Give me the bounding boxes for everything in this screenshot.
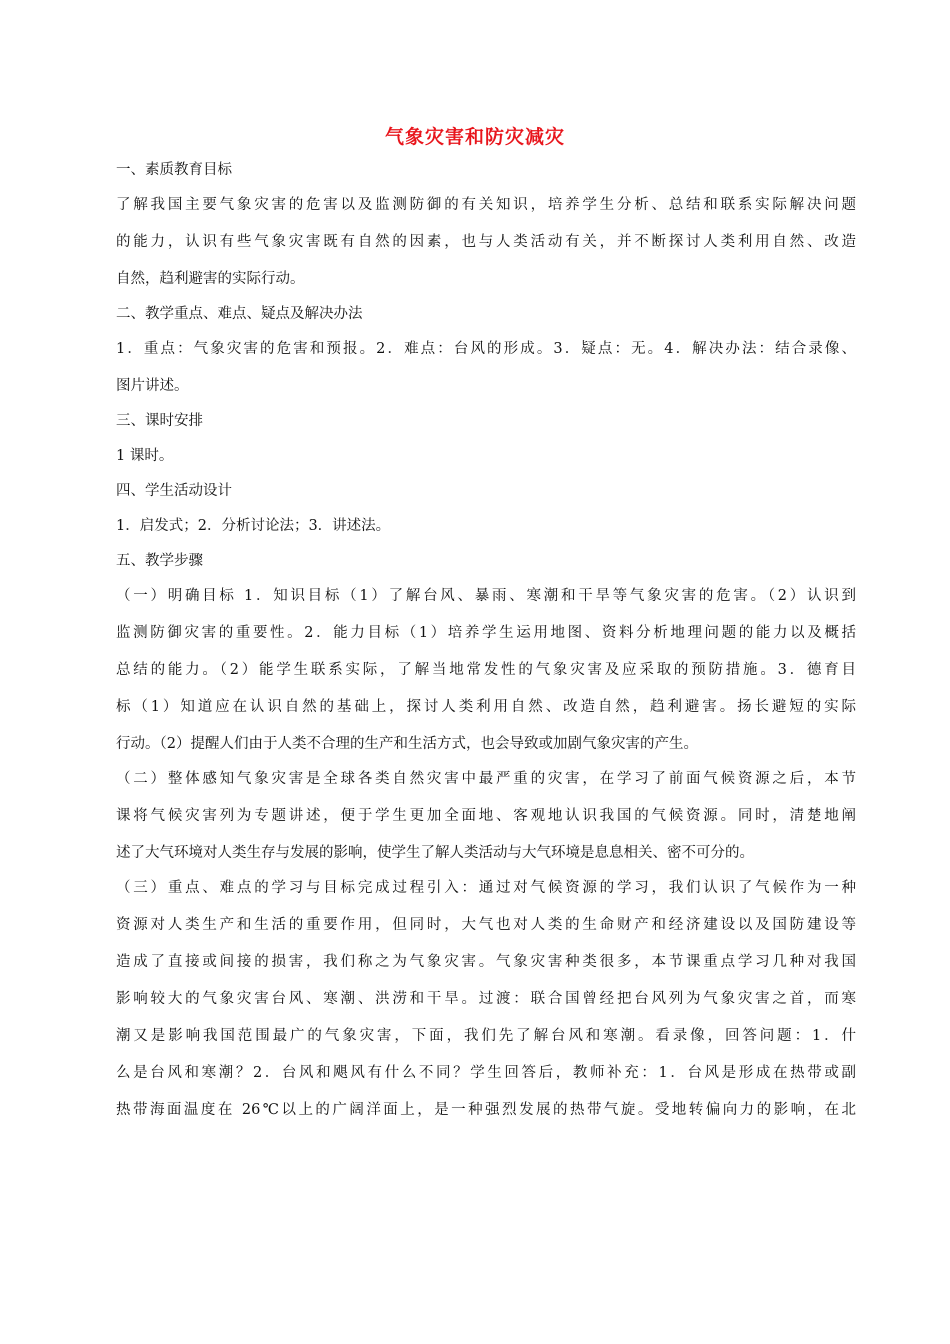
text-line: 造成了直接或间接的损害，我们称之为气象灾害。气象灾害种类很多，本节课重点学习几种对我国 — [116, 954, 856, 970]
text-line: 1．重点：气象灾害的危害和预报。2．难点：台风的形成。3．疑点：无。4．解决办法：结合录像、 — [116, 341, 856, 357]
text-line: 资源对人类生产和生活的重要作用，但同时，大气也对人类的生命财产和经济建设以及国防建设等 — [116, 917, 856, 933]
paragraph — [116, 339, 856, 396]
text-line: 热带海面温度在 26℃以上的广阔洋面上，是一种强烈发展的热带气旋。受地转偏向力的影响，在北 — [116, 1102, 856, 1118]
text-line: 监测防御灾害的重要性。2．能力目标（1）培养学生运用地图、资料分析地理问题的能力以及概括 — [116, 625, 856, 641]
text-line: 四、学生活动设计 — [116, 483, 232, 499]
text-line: 图片讲述。 — [116, 378, 189, 394]
section-heading — [116, 516, 856, 536]
text-line: 行动。（2）提醒人们由于人类不合理的生产和生活方式，也会导致或加剧气象灾害的产生。 — [116, 736, 698, 752]
paragraph — [116, 586, 856, 754]
text-line: 了解我国主要气象灾害的危害以及监测防御的有关知识，培养学生分析、总结和联系实际解决问题 — [116, 197, 856, 213]
text-line: 的能力，认识有些气象灾害既有自然的因素，也与人类活动有关，并不断探讨人类利用自然、改造 — [116, 234, 856, 250]
document-body — [116, 160, 856, 1135]
text-line: 1．启发式；2．分析讨论法；3．讲述法。 — [116, 518, 391, 534]
text-line: 三、课时安排 — [116, 413, 203, 429]
paragraph — [116, 878, 856, 1120]
document-title: 气象灾害和防灾减灾 — [384, 126, 565, 148]
section-heading — [116, 481, 856, 501]
text-line: 潮又是影响我国范围最广的气象灾害，下面，我们先了解台风和寒潮。看录像，回答问题：1．什 — [116, 1028, 856, 1044]
section-heading — [116, 411, 856, 431]
text-line: （三）重点、难点的学习与目标完成过程引入：通过对气候资源的学习，我们认识了气候作为一种 — [116, 880, 856, 896]
text-line: 一、素质教育目标 — [116, 162, 232, 178]
section-heading — [116, 551, 856, 571]
text-line: （二）整体感知气象灾害是全球各类自然灾害中最严重的灾害，在学习了前面气候资源之后，本节 — [116, 771, 856, 787]
text-line: 二、教学重点、难点、疑点及解决办法 — [116, 306, 363, 322]
text-line: 标（1）知道应在认识自然的基础上，探讨人类利用自然、改造自然，趋利避害。扬长避短的实际 — [116, 699, 856, 715]
text-line: 课将气候灾害列为专题讲述，便于学生更加全面地、客观地认识我国的气候资源。同时，清楚地阐 — [116, 808, 856, 824]
text-line: 么是台风和寒潮？2．台风和飓风有什么不同？学生回答后，教师补充：1．台风是形成在热带或副 — [116, 1065, 856, 1081]
text-line: 述了大气环境对人类生存与发展的影响，使学生了解人类活动与大气环境是息息相关、密不可分的。 — [116, 845, 754, 861]
text-line: 自然，趋利避害的实际行动。 — [116, 271, 305, 287]
paragraph — [116, 769, 856, 863]
section-heading — [116, 304, 856, 324]
text-line: 影响较大的气象灾害台风、寒潮、洪涝和干旱。过渡：联合国曾经把台风列为气象灾害之首，而寒 — [116, 991, 856, 1007]
paragraph — [116, 195, 856, 289]
section-heading — [116, 160, 856, 180]
text-line: 五、教学步骤 — [116, 553, 203, 569]
section-heading — [116, 446, 856, 466]
text-line: 1 课时。 — [116, 448, 174, 464]
text-line: （一）明确目标 1．知识目标（1）了解台风、暴雨、寒潮和干旱等气象灾害的危害。（2）认识到 — [116, 588, 856, 604]
text-line: 总结的能力。（2）能学生联系实际，了解当地常发性的气象灾害及应采取的预防措施。3．德育目 — [116, 662, 856, 678]
